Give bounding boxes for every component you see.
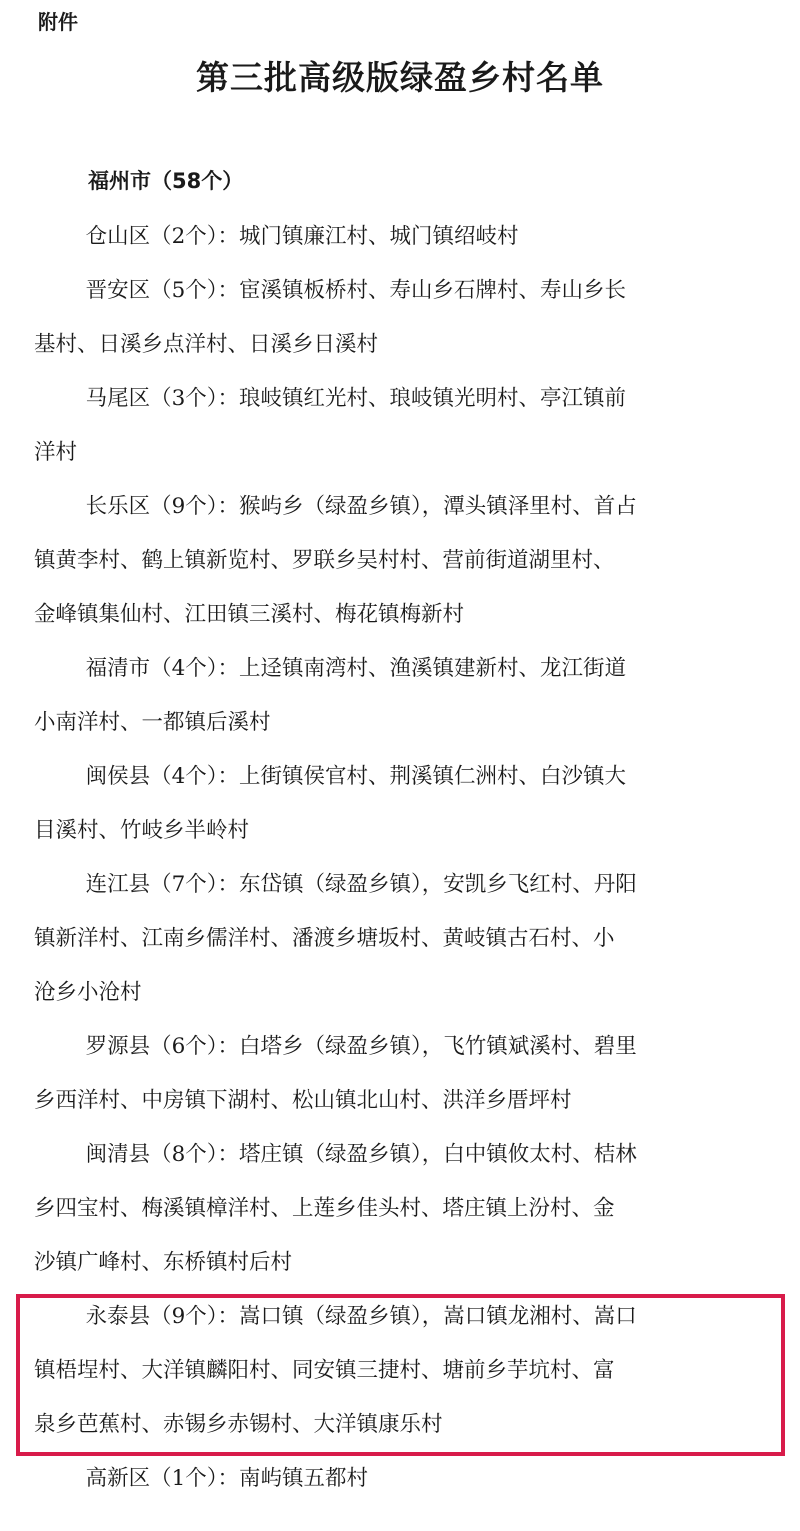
district-mawei <box>34 372 770 480</box>
district-minqing <box>34 1128 770 1290</box>
text-line: 目溪村、竹岐乡半岭村 <box>34 818 250 843</box>
text-line: 小南洋村、一都镇后溪村 <box>34 710 271 735</box>
text-line: 永泰县（9个）：嵩口镇（绿盈乡镇），嵩口镇龙湘村、嵩口 <box>85 1304 637 1329</box>
text-line: 连江县（7个）：东岱镇（绿盈乡镇），安凯乡飞红村、丹阳 <box>85 872 637 897</box>
text-line: 罗源县（6个）：白塔乡（绿盈乡镇），飞竹镇斌溪村、碧里 <box>85 1034 637 1059</box>
text-line: 镇新洋村、江南乡儒洋村、潘渡乡塘坂村、黄岐镇古石村、小 <box>34 926 615 951</box>
text-line: 基村、日溪乡点洋村、日溪乡日溪村 <box>34 332 379 357</box>
text-line: 乡四宝村、梅溪镇樟洋村、上莲乡佳头村、塔庄镇上汾村、金 <box>34 1196 615 1221</box>
district-lianjiang <box>34 858 770 1020</box>
district-minhou <box>34 750 770 858</box>
text-line: 金峰镇集仙村、江田镇三溪村、梅花镇梅新村 <box>34 602 465 627</box>
text-line: 马尾区（3个）：琅岐镇红光村、琅岐镇光明村、亭江镇前 <box>85 386 627 411</box>
highlight-box <box>16 1294 785 1456</box>
text-line: 镇梧埕村、大洋镇麟阳村、同安镇三捷村、塘前乡芋坑村、富 <box>34 1358 615 1383</box>
city-heading: 福州市（58个） <box>88 169 244 193</box>
district-fuqing <box>34 642 770 750</box>
attachment-label: 附件 <box>38 10 78 34</box>
text-line: 镇黄李村、鹤上镇新览村、罗联乡吴村村、营前街道湖里村、 <box>34 548 615 573</box>
text-line: 仓山区（2个）：城门镇廉江村、城门镇绍岐村 <box>85 224 519 249</box>
text-line: 高新区（1个）：南屿镇五都村 <box>85 1466 369 1491</box>
text-line: 沙镇广峰村、东桥镇村后村 <box>34 1250 293 1275</box>
district-changle <box>34 480 770 642</box>
text-line: 闽侯县（4个）：上街镇侯官村、荆溪镇仁洲村、白沙镇大 <box>85 764 627 789</box>
text-line: 乡西洋村、中房镇下湖村、松山镇北山村、洪洋乡厝坪村 <box>34 1088 572 1113</box>
district-cangshan <box>34 210 770 264</box>
text-line: 晋安区（5个）：宦溪镇板桥村、寿山乡石牌村、寿山乡长 <box>85 278 627 303</box>
district-gaoxin <box>34 1452 770 1506</box>
district-luoyuan <box>34 1020 770 1128</box>
text-line: 闽清县（8个）：塔庄镇（绿盈乡镇），白中镇攸太村、桔林 <box>85 1142 637 1167</box>
text-line: 沧乡小沧村 <box>34 980 142 1005</box>
text-line: 泉乡芭蕉村、赤锡乡赤锡村、大洋镇康乐村 <box>34 1412 443 1437</box>
district-jinan <box>34 264 770 372</box>
document-title: 第三批高级版绿盈乡村名单 <box>196 58 604 97</box>
text-line: 洋村 <box>34 440 78 465</box>
text-line: 长乐区（9个）：猴屿乡（绿盈乡镇），潭头镇泽里村、首占 <box>85 494 637 519</box>
text-line: 福清市（4个）：上迳镇南湾村、渔溪镇建新村、龙江街道 <box>85 656 627 681</box>
